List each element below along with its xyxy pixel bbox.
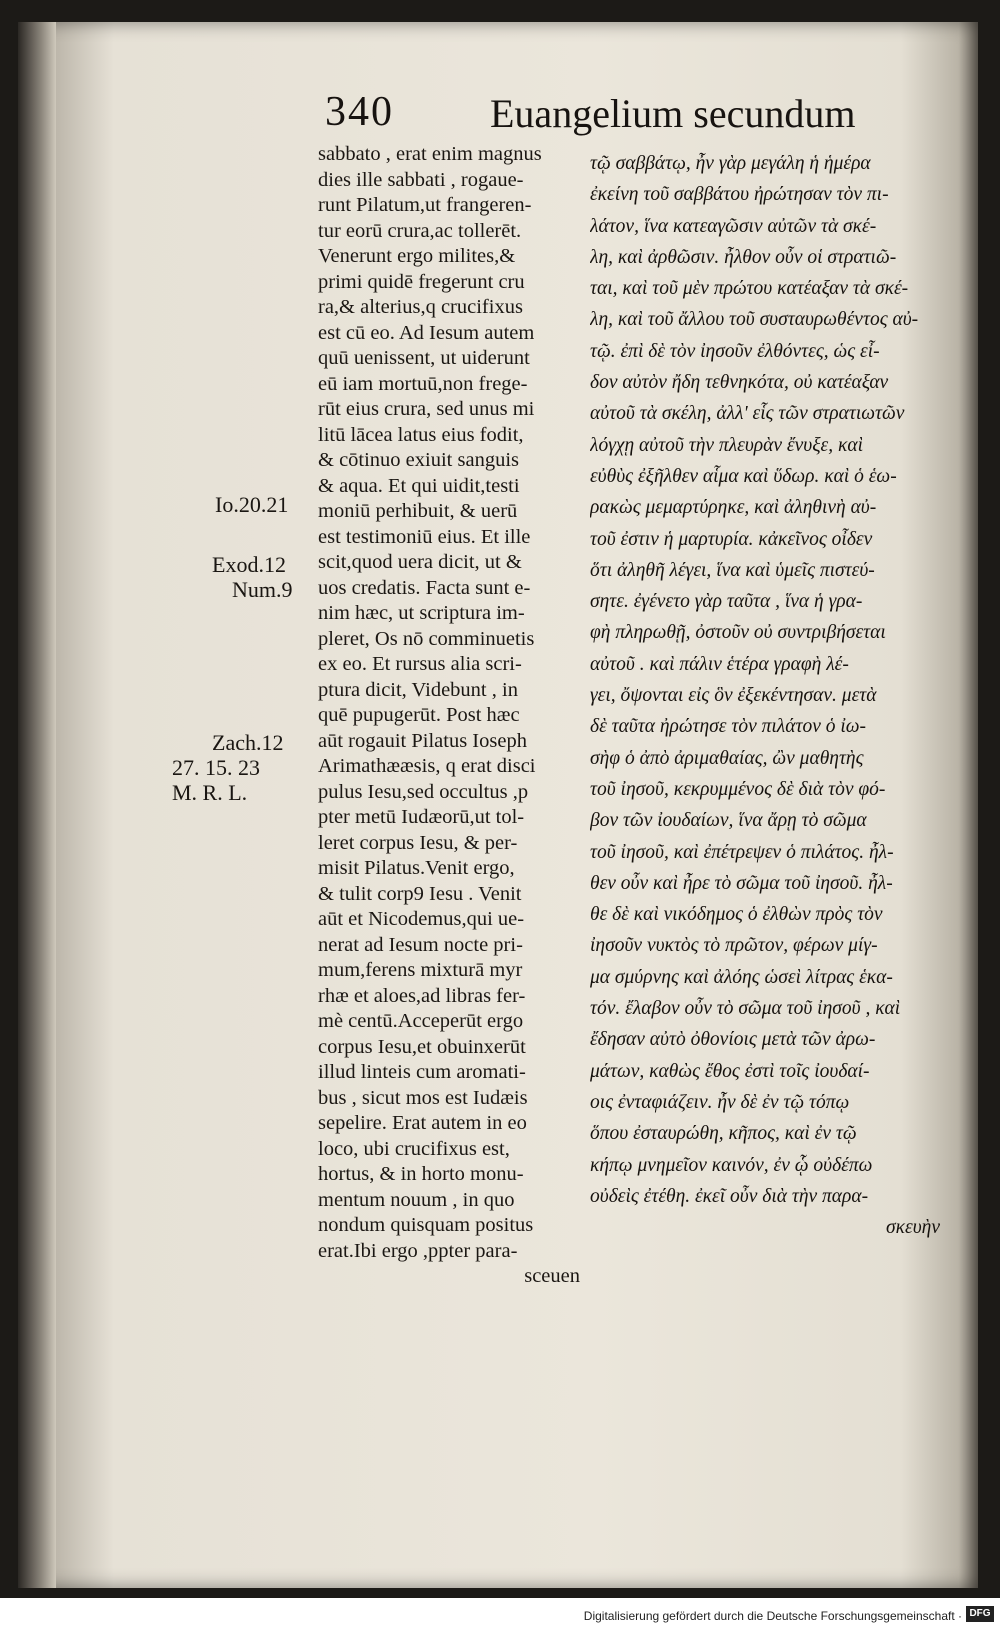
greek-line: λόγχῃ αὐτοῦ τὴν πλευρὰν ἔνυξε, καὶ [590,434,863,456]
greek-line: λη, καὶ τοῦ ἄλλου τοῦ συσταυρωθέντος αὐ- [590,309,919,331]
latin-line: nerat ad Iesum nocte pri- [318,933,523,956]
latin-line: leret corpus Iesu, & per- [318,831,518,854]
latin-text-column [318,142,580,1290]
greek-line: ἰησοῦν νυκτὸς τὸ πρῶτον, φέρων μίγ- [590,935,878,957]
footer-bar [0,1600,1000,1632]
greek-line: ὅτι ἀληθῆ λέγει, ἵνα καὶ ὑμεῖς πιστεύ- [590,559,875,581]
latin-line: ex eo. Et rursus alia scri- [318,653,522,675]
latin-line: runt Pilatum,ut frangeren- [318,194,532,216]
latin-line: uos credatis. Facta sunt e- [318,576,531,599]
latin-line: rūt eius crura, sed unus mi [318,398,535,420]
latin-line: illud linteis cum aromati- [318,1061,526,1083]
margin-note-exod: Exod.12 [212,552,286,577]
greek-line: οὐδεὶς ἐτέθη. ἐκεῖ οὖν διὰ τὴν παρα- [590,1185,869,1207]
greek-line: ὅπου ἐσταυρώθη, κῆπος, καὶ ἐν τῷ [590,1123,857,1145]
latin-line: aūt rogauit Pilatus Ioseph [318,729,527,752]
greek-line: αὐτοῦ . καὶ πάλιν ἑτέρα γραφὴ λέ- [590,653,849,675]
latin-line: ra,& alterius,q crucifixus [318,296,523,318]
greek-text-column [590,148,970,1243]
latin-line: primi quidē fregerunt cru [318,270,525,293]
greek-line: θεν οὖν καὶ ἦρε τὸ σῶμα τοῦ ἰησοῦ. ἦλ- [590,872,893,894]
greek-line: εὐθὺς ἐξῆλθεν αἷμα καὶ ὕδωρ. καὶ ὁ ἑω- [590,465,897,487]
latin-line: quē pupugerūt. Post hæc [318,704,520,726]
greek-line: θε δὲ καὶ νικόδημος ὁ ἐλθὼν πρὸς τὸν [590,904,883,926]
latin-line: hortus, & in horto monu- [318,1163,524,1185]
latin-line: sepelire. Erat autem in eo [318,1112,527,1134]
margin-note-zach: Zach.12 [212,730,284,755]
latin-line: ptura dicit, Videbunt , in [318,678,518,701]
greek-line: γει, ὄψονται εἰς ὃν ἐξεκέντησαν. μετὰ [590,685,877,707]
greek-line: κήπῳ μνημεῖον καινόν, ἐν ᾧ οὐδέπω [590,1154,873,1176]
latin-line: loco, ubi crucifixus est, [318,1137,510,1160]
greek-line: τοῦ ἐστιν ἡ μαρτυρία. κἀκεῖνος οἶδεν [590,528,873,550]
latin-line: moniū perhibuit, & uerū [318,500,518,522]
greek-line: τόν. ἔλαβον οὖν τὸ σῶμα τοῦ ἰησοῦ , καὶ [590,998,901,1020]
latin-line: & aqua. Et qui uidit,testi [318,474,520,497]
greek-line: δον αὐτὸν ἤδη τεθνηκότα, οὐ κατέαξαν [590,372,889,394]
greek-line: σητε. ἐγένετο γὰρ ταῦτα , ἵνα ἡ γρα- [590,591,863,613]
latin-line: nondum quisquam positus [318,1214,534,1236]
latin-line: pter metū Iudæorū,ut tol- [318,806,525,828]
latin-line: & cōtinuo exiuit sanguis [318,449,519,471]
greek-line: μα σμύρνης καὶ ἀλόης ὡσεὶ λίτρας ἑκα- [590,966,893,988]
latin-line: scit,quod uera dicit, ut & [318,551,522,573]
latin-line: est cū eo. Ad Iesum autem [318,321,535,344]
latin-line: & tulit corp9 Iesu . Venit [318,882,522,905]
greek-line: ρακὼς μεμαρτύρηκε, καὶ ἀληθινὴ αὐ- [590,497,877,519]
latin-line: pulus Iesu,sed occultus ,p [318,780,529,803]
margin-note-numbers: 27. 15. 23 [172,755,260,780]
greek-line: λη, καὶ ἀρθῶσιν. ἦλθον οὖν οἱ στρατιῶ- [590,246,897,268]
greek-line: τῷ σαββάτῳ, ἦν γὰρ μεγάλη ἡ ἡμέρα [590,153,871,174]
greek-line: σὴφ ὁ ἀπὸ ἀριμαθαίας, ὢν μαθητὴς [590,747,864,769]
latin-line: misit Pilatus.Venit ergo, [318,857,515,879]
latin-line: rhæ et aloes,ad libras fer- [318,984,526,1007]
greek-line: ται, καὶ τοῦ μὲν πρώτου κατέαξαν τὰ σκέ- [590,278,909,300]
latin-line: mentum nouum , in quo [318,1188,515,1211]
latin-line: est testimoniū eius. Et ille [318,525,531,548]
greek-line: τῷ. ἐπὶ δὲ τὸν ἰησοῦν ἐλθόντες, ὡς εἶ- [590,340,880,362]
latin-line: quū uenissent, ut uiderunt [318,347,530,369]
latin-line: mum,ferens mixturā myr [318,959,523,981]
latin-line: dies ille sabbati , rogaue- [318,168,524,191]
latin-line: pleret, Os nō comminuetis [318,627,535,650]
latin-line: Venerunt ergo milites,& [318,245,516,267]
latin-catchword: sceuen [524,1265,580,1287]
footer-credit: Digitalisierung gefördert durch die Deutsche Forschungsgemeinschaft · [583,1609,962,1623]
greek-line: φὴ πληρωθῇ, ὀστοῦν οὐ συντριβήσεται [590,622,886,644]
greek-line: δὲ ταῦτα ἠρώτησε τὸν πιλάτον ὁ ἰω- [590,716,867,738]
margin-note-gospels: M. R. L. [172,780,248,805]
greek-line: ἐκείνη τοῦ σαββάτου ἠρώτησαν τὸν πι- [590,184,889,206]
margin-note-io: Io.20.21 [215,492,289,517]
margin-note-num: Num.9 [232,577,293,602]
latin-line: litū lācea latus eius fodit, [318,423,524,446]
greek-line: αὐτοῦ τὰ σκέλη, ἀλλ' εἷς τῶν στρατιωτῶν [590,403,905,425]
latin-line: aūt et Nicodemus,qui ue- [318,908,525,930]
latin-line: tur eorū crura,ac tollerēt. [318,219,522,242]
greek-line: βον τῶν ἰουδαίων, ἵνα ἄρῃ τὸ σῶμα [590,810,867,832]
greek-line: οις ἐνταφιάζειν. ἦν δὲ ἐν τῷ τόπῳ [590,1091,850,1113]
latin-line: sabbato , erat enim magnus [318,143,542,165]
latin-line: Arimathææsis, q erat disci [318,755,536,777]
greek-line: τοῦ ἰησοῦ, καὶ ἐπέτρεψεν ὁ πιλάτος. ἦλ- [590,841,894,863]
latin-line: bus , sicut mos est Iudæis [318,1086,528,1109]
running-title: Euangelium secundum [490,91,856,136]
greek-line: λάτον, ἵνα κατεαγῶσιν αὐτῶν τὰ σκέ- [590,215,877,237]
book-spine [18,22,56,1588]
greek-line: τοῦ ἰησοῦ, κεκρυμμένος δὲ διὰ τὸν φό- [590,778,886,800]
latin-line: eū iam mortuū,non frege- [318,372,528,395]
latin-line: nim hæc, ut scriptura im- [318,602,525,624]
latin-line: erat.Ibi ergo ,ppter para- [318,1239,518,1262]
greek-catchword: σκευὴν [886,1217,940,1239]
latin-line: mè centū.Acceperūt ergo [318,1010,524,1032]
dfg-logo[interactable]: DFG [966,1606,994,1622]
greek-line: μάτων, καθὼς ἔθος ἐστὶ τοῖς ἰουδαί- [590,1060,870,1082]
page-number: 340 [325,89,394,135]
latin-line: corpus Iesu,et obuinxerūt [318,1035,526,1058]
greek-line: ἔδησαν αὐτὸ ὀθονίοις μετὰ τῶν ἀρω- [590,1029,876,1051]
